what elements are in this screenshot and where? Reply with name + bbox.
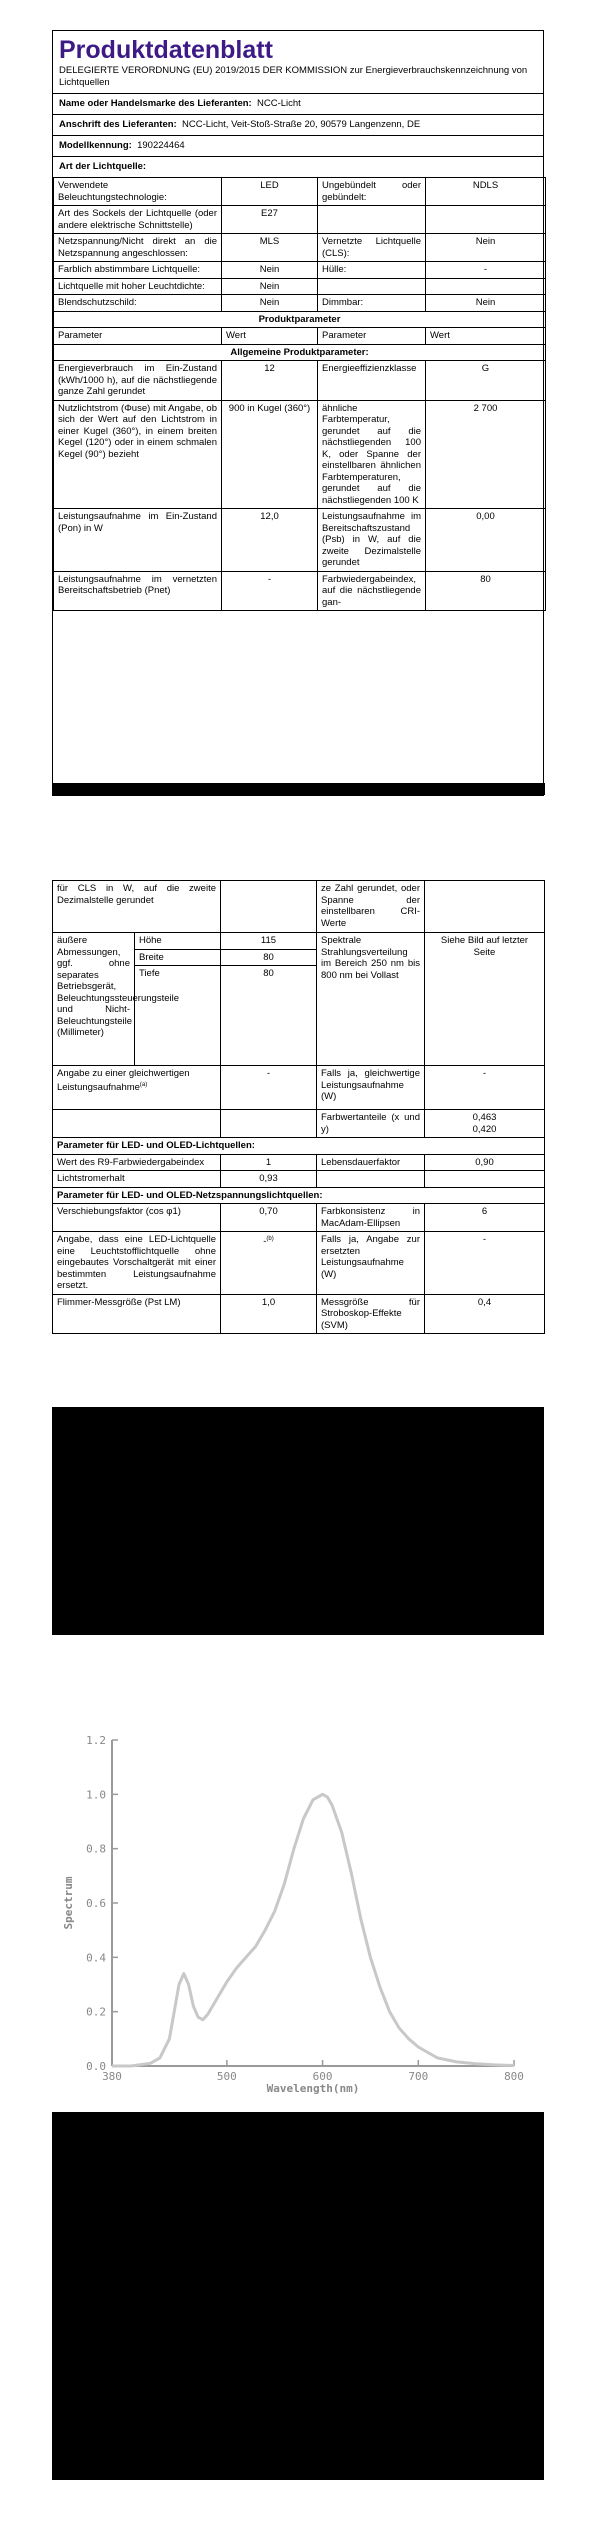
type-row — [54, 234, 546, 262]
type-row — [54, 178, 546, 206]
general-value-right: G — [426, 361, 546, 401]
r9-value: 1 — [221, 1154, 317, 1171]
equiv-power-w-label: Falls ja, gleichwertige Leistungsaufnahme (W) — [317, 1066, 425, 1110]
general-value-left: 12 — [222, 361, 318, 401]
datasheet-page-3 — [52, 1708, 544, 2480]
dim-depth-label: Tiefe — [135, 966, 221, 1066]
mains-params-title: Parameter für LED- und OLED-Netzspannungslichtquellen: — [53, 1187, 545, 1204]
general-value-left: - — [222, 571, 318, 611]
light-source-type-label: Art der Lichtquelle: — [59, 161, 147, 172]
col-header-param-2: Parameter — [318, 328, 426, 345]
survival-factor-value: 0,90 — [425, 1154, 545, 1171]
spectral-value: Siehe Bild auf letzter Seite — [425, 933, 545, 1066]
y-tick-label: 1.2 — [86, 1734, 106, 1747]
flicker-label: Flimmer-Messgröße (Pst LM) — [53, 1294, 221, 1334]
dim-height-label: Höhe — [135, 933, 221, 950]
type-param-right: Hülle: — [318, 262, 426, 279]
general-param-left: Leistungsaufnahme im vernetzten Bereitschaftsbetrieb (Pnet) — [54, 571, 222, 611]
x-tick-label: 700 — [408, 2070, 429, 2083]
lumen-maintenance-label: Lichtstromerhalt — [53, 1171, 221, 1188]
chromaticity-values — [425, 1110, 545, 1138]
type-value-right — [426, 278, 546, 295]
model-id: 190224464 — [137, 140, 185, 151]
replaced-power-label: Falls ja, Angabe zur ersetzten Leistungsaufnahme (W) — [317, 1232, 425, 1295]
macadam-value: 6 — [425, 1204, 545, 1232]
stroboscopic-value: 0,4 — [425, 1294, 545, 1334]
stroboscopic-label: Messgröße für Stroboskop-Effekte (SVM) — [317, 1294, 425, 1334]
y-tick-label: 0.6 — [86, 1897, 106, 1910]
type-param-right — [318, 278, 426, 295]
dim-height-value: 115 — [221, 933, 317, 950]
type-param-right — [318, 206, 426, 234]
page-title: Produktdatenblatt — [59, 36, 273, 64]
supplier-name: NCC-Licht — [257, 98, 301, 109]
general-value-right: 80 — [426, 571, 546, 611]
model-label: Modellkennung: — [59, 140, 132, 151]
y-tick-label: 0.4 — [86, 1951, 106, 1965]
cri-cont-value — [425, 881, 545, 933]
page-2-black-area — [52, 1407, 544, 1635]
general-param-left: Energieverbrauch im Ein-Zustand (kWh/1000 h), auf die nächstliegende ganze Zahl gerundet — [54, 361, 222, 401]
y-axis-label: Spectrum — [62, 1876, 75, 1930]
product-params-title: Produktparameter — [54, 311, 546, 328]
general-value-left: 900 in Kugel (360°) — [222, 400, 318, 509]
supplier-name-row — [53, 93, 543, 114]
chroma-empty-1 — [53, 1110, 221, 1138]
equivalent-power-label — [53, 1066, 221, 1110]
continuation-table — [52, 880, 545, 1334]
type-table — [53, 177, 546, 611]
lumen-empty-1 — [317, 1171, 425, 1188]
supplier-name-label: Name oder Handelsmarke des Lieferanten: — [59, 98, 252, 109]
cls-power-cont: für CLS in W, auf die zweite Dezimalstelle gerundet — [53, 881, 221, 933]
dim-depth-value: 80 — [221, 966, 317, 1066]
replaced-power-value: - — [425, 1232, 545, 1295]
flicker-value: 1,0 — [221, 1294, 317, 1334]
type-value-left: Nein — [222, 295, 318, 312]
y-tick-label: 1.0 — [86, 1788, 106, 1802]
type-value-right: NDLS — [426, 178, 546, 206]
supplier-address-label: Anschrift des Lieferanten: — [59, 119, 177, 130]
lumen-maintenance-value: 0,93 — [221, 1171, 317, 1188]
general-value-right: 2 700 — [426, 400, 546, 509]
type-param-right: Vernetzte Lichtquelle (CLS): — [318, 234, 426, 262]
x-axis-label: Wavelength(nm) — [266, 2082, 360, 2095]
x-tick-label: 500 — [216, 2070, 237, 2083]
equiv-power-w-value: - — [425, 1066, 545, 1110]
dim-width-value: 80 — [221, 949, 317, 966]
type-value-right: Nein — [426, 295, 546, 312]
cosphi-value: 0,70 — [221, 1204, 317, 1232]
fluorescent-replacement-sup: (b) — [266, 1236, 274, 1242]
type-param-left: Art des Sockels der Lichtquelle (oder andere elektrische Schnittstelle) — [54, 206, 222, 234]
spectrum-chart — [52, 1708, 544, 2112]
general-params-title: Allgemeine Produktparameter: — [54, 344, 546, 361]
y-tick-label: 0.8 — [86, 1842, 106, 1856]
chroma-empty-2 — [221, 1110, 317, 1138]
dim-width-label: Breite — [135, 949, 221, 966]
spectrum-chart-area — [52, 1708, 544, 2112]
datasheet-page-1 — [52, 30, 544, 796]
x-tick-label: 800 — [504, 2070, 524, 2083]
type-param-left: Verwendete Beleuchtungstechnologie: — [54, 178, 222, 206]
light-source-type-row — [53, 156, 543, 177]
type-value-left: E27 — [222, 206, 318, 234]
regulation-subtitle: DELEGIERTE VERORDNUNG (EU) 2019/2015 DER KOMMISSION zur Energieverbrauchskennzeichnung von Lichtquellen — [59, 65, 528, 88]
general-param-left: Leistungsaufnahme im Ein-Zustand (Pon) in W — [54, 509, 222, 572]
spectral-label: Spektrale Strahlungsverteilung im Bereich 250 nm bis 800 nm bei Vollast — [317, 933, 425, 1066]
equivalent-power-text: Angabe zu einer gleichwertigen Leistungsaufnahme — [57, 1068, 190, 1093]
x-tick-label: 380 — [102, 2070, 122, 2083]
general-param-right: Farbwiedergabeindex, auf die nächstliegende gan- — [318, 571, 426, 611]
type-param-left: Farblich abstimmbare Lichtquelle: — [54, 262, 222, 279]
type-param-left: Lichtquelle mit hoher Leuchtdichte: — [54, 278, 222, 295]
type-row — [54, 206, 546, 234]
general-param-row — [54, 361, 546, 401]
general-param-row — [54, 400, 546, 509]
type-row — [54, 262, 546, 279]
y-tick-label: 0.0 — [86, 2060, 106, 2073]
supplier-address: NCC-Licht, Veit-Stoß-Straße 20, 90579 Langenzenn, DE — [182, 119, 421, 130]
macadam-label: Farbkonsistenz in MacAdam-Ellipsen — [317, 1204, 425, 1232]
fluorescent-replacement-label: Angabe, dass eine LED-Lichtquelle eine Leuchtstofflichtquelle ohne eingebautes Vorschaltgerät mit einer bestimmten Leistungsaufnahme ersetzt. — [53, 1232, 221, 1295]
type-value-right: - — [426, 262, 546, 279]
type-param-right: Dimmbar: — [318, 295, 426, 312]
general-value-left: 12,0 — [222, 509, 318, 572]
col-header-value-2: Wert — [426, 328, 546, 345]
supplier-address-row — [53, 114, 543, 135]
type-value-right — [426, 206, 546, 234]
led-oled-title: Parameter für LED- und OLED-Lichtquellen: — [53, 1138, 545, 1155]
cls-power-cont-value — [221, 881, 317, 933]
lumen-empty-2 — [425, 1171, 545, 1188]
general-param-right: Leistungsaufnahme im Bereitschaftszustand (Psb) in W, auf die zweite Dezimalstelle gerundet — [318, 509, 426, 572]
spectrum-series-line — [112, 1794, 514, 2066]
cosphi-label: Verschiebungsfaktor (cos φ1) — [53, 1204, 221, 1232]
type-row — [54, 295, 546, 312]
cri-cont: ze Zahl gerundet, oder Spanne der einstellbaren CRI-Werte — [317, 881, 425, 933]
type-param-right: Ungebündelt oder gebündelt: — [318, 178, 426, 206]
chromaticity-x: 0,463 — [472, 1112, 497, 1123]
equivalent-power-sup: (a) — [139, 1081, 148, 1088]
general-param-left: Nutzlichtstrom (Φuse) mit Angabe, ob sich der Wert auf den Lichtstrom in einer Kugel (360°), in einem breiten Kegel (120°) oder in einem schmalen Kegel (90°) bezieht — [54, 400, 222, 509]
model-row — [53, 135, 543, 156]
type-param-left: Netzspannung/Nicht direkt an die Netzspannung angeschlossen: — [54, 234, 222, 262]
survival-factor-label: Lebensdauerfaktor — [317, 1154, 425, 1171]
fluorescent-replacement-value — [221, 1232, 317, 1295]
fluorescent-replacement-dash: - — [263, 1236, 267, 1248]
col-header-value-1: Wert — [222, 328, 318, 345]
dimensions-label: äußere Abmessungen, ggf. ohne separates Betriebsgerät, Beleuchtungssteuerungsteile und Nicht-Beleuchtungsteile (Millimeter) — [53, 933, 135, 1066]
type-value-left: MLS — [222, 234, 318, 262]
general-value-right: 0,00 — [426, 509, 546, 572]
type-value-left: Nein — [222, 278, 318, 295]
type-param-left: Blendschutzschild: — [54, 295, 222, 312]
chromaticity-y: 0,420 — [472, 1123, 497, 1135]
type-row — [54, 278, 546, 295]
datasheet-page-2 — [52, 880, 544, 1635]
r9-label: Wert des R9-Farbwiedergabeindex — [53, 1154, 221, 1171]
general-param-right: Energieeffizienzklasse — [318, 361, 426, 401]
type-value-left: LED — [222, 178, 318, 206]
x-tick-label: 600 — [312, 2070, 333, 2083]
general-param-right: ähnliche Farbtemperatur, gerundet auf die nächstliegenden 100 K, oder Spanne der einstellbaren ähnlichen Farbtemperaturen, gerundet auf die nächstliegenden 100 K — [318, 400, 426, 509]
y-tick-label: 0.2 — [86, 2005, 106, 2019]
general-param-row — [54, 571, 546, 611]
col-header-param-1: Parameter — [54, 328, 222, 345]
chromaticity-label: Farbwertanteile (x und y) — [317, 1110, 425, 1138]
type-value-left: Nein — [222, 262, 318, 279]
general-param-row — [54, 509, 546, 572]
equivalent-power-value: - — [221, 1066, 317, 1110]
type-value-right: Nein — [426, 234, 546, 262]
page-1-footer-band — [53, 783, 545, 795]
